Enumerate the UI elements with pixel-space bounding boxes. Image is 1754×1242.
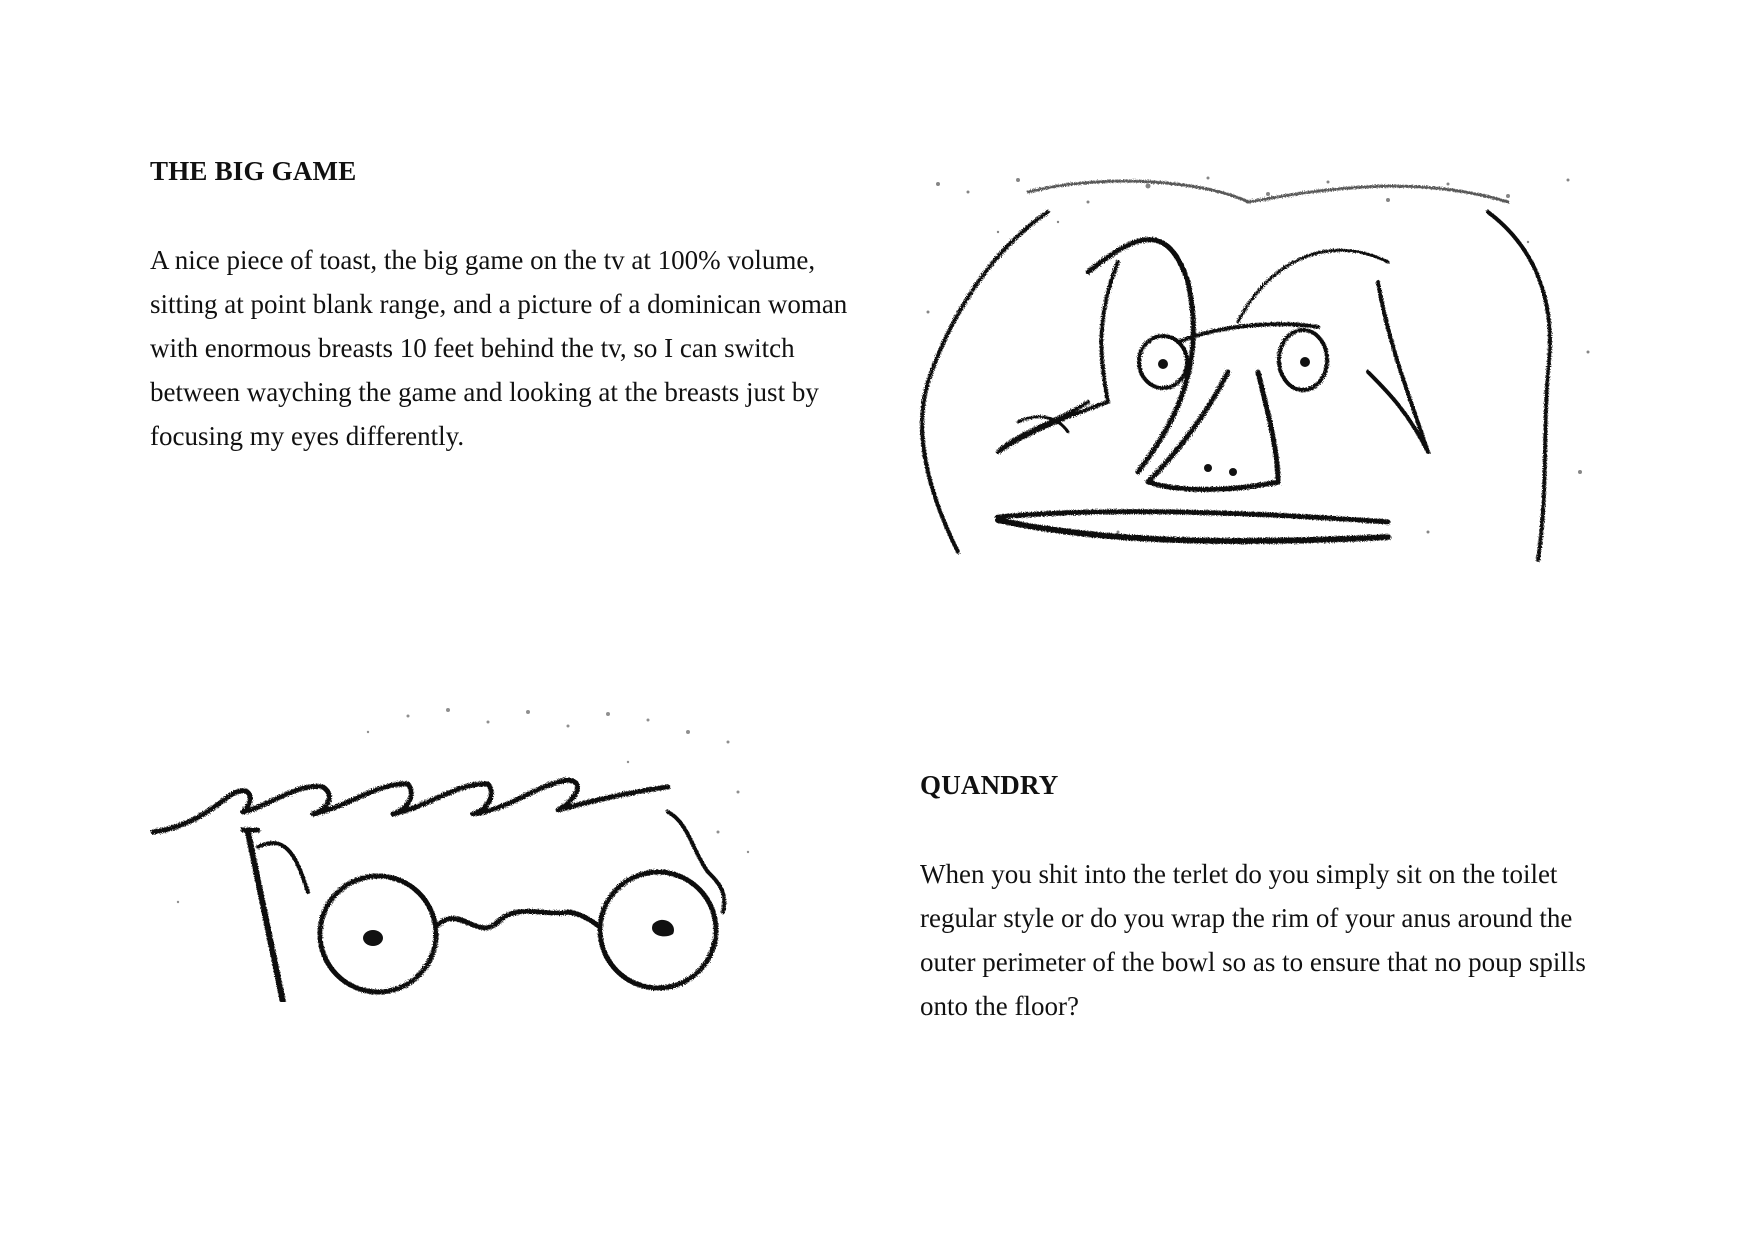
right-pupil [1300,357,1310,367]
section-body-quandry: When you shit into the terlet do you simply sit on the toilet regular style or do you wrap the rim of your anus around the outer perimeter of the bowl so as to ensure that no poup spills onto the floor? [920,859,1586,1021]
mouth-top [998,512,1388,522]
nostril-right [1229,468,1237,476]
face-sketch-illustration [908,172,1604,566]
stick-arm [248,832,283,1002]
face-outline-right [1488,212,1550,560]
left-temple [258,843,308,892]
glasses-sketch-illustration [148,702,756,1002]
right-brow [1238,250,1388,322]
right-pupil [652,920,674,937]
paper-texture-speckle [921,177,1590,534]
nostril-left [1204,464,1212,472]
glasses-bridge [1178,324,1318,342]
right-temple [668,812,724,912]
nose-bridge [436,911,600,928]
right-ear [1368,282,1428,452]
section-title-big-game: THE BIG GAME [150,156,357,186]
mouth-bottom [998,520,1388,541]
left-pupil [363,930,383,946]
hair-line [1028,181,1508,202]
left-pupil [1158,359,1168,369]
section-body-big-game: A nice piece of toast, the big game on the tv at 100% volume, sitting at point blank range, and a picture of a dominican woman with enormous breasts 10 feet behind the tv, so I can switch between wayching the game and looking at the breasts just by focusing my eyes differently. [150,245,848,451]
section-title-quandry: QUANDRY [920,770,1059,800]
loopy-scribble-line [153,780,668,832]
face-outline-left [922,212,1048,552]
